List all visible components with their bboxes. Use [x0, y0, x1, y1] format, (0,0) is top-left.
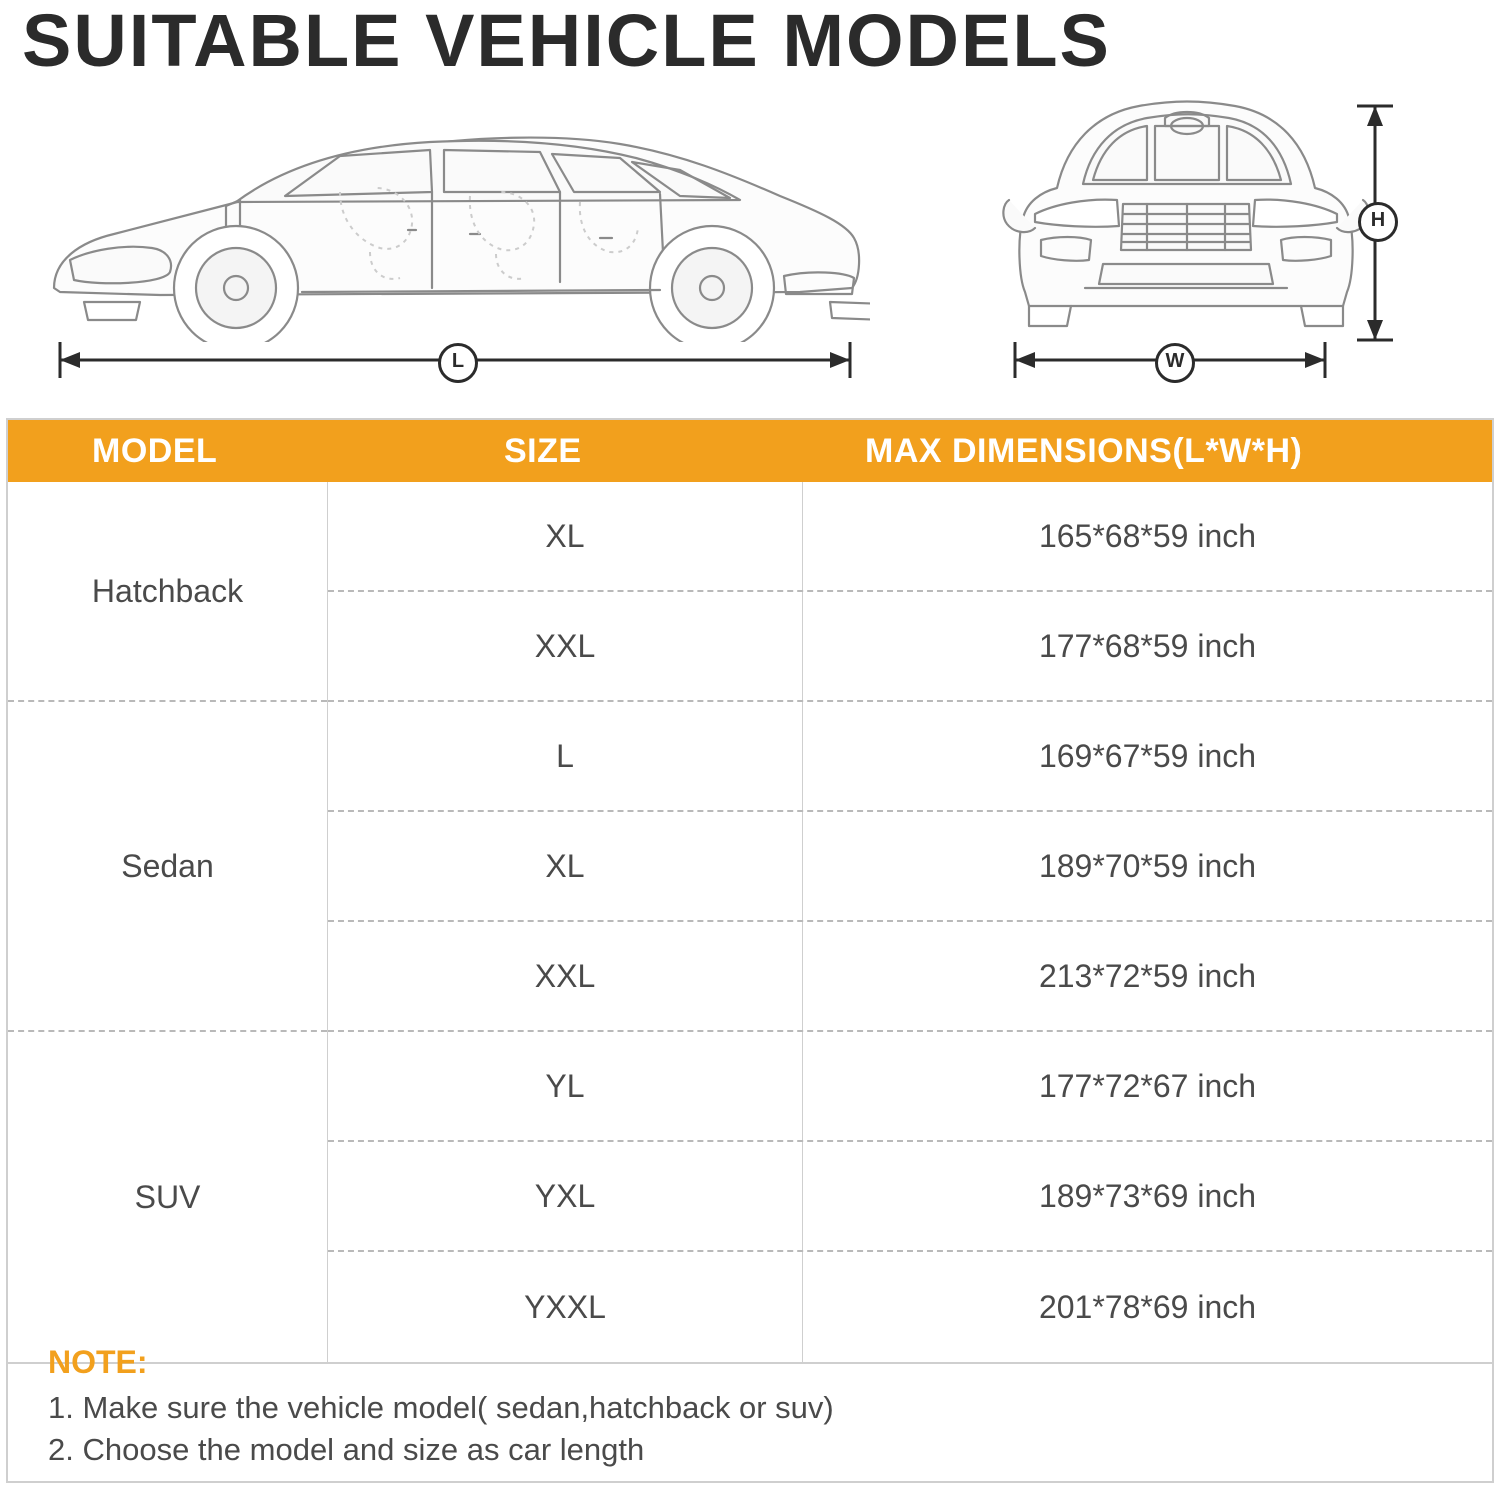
table-row [328, 592, 1492, 702]
table-row [328, 482, 1492, 592]
size-value: XL [328, 812, 803, 920]
size-table [6, 418, 1494, 1364]
height-label: H [1358, 202, 1398, 242]
size-value: L [328, 702, 803, 810]
sedan-front-view-icon [995, 92, 1375, 342]
page-title: SUITABLE VEHICLE MODELS [22, 0, 1111, 82]
size-value: XXL [328, 922, 803, 1030]
dimension-value: 165*68*59 inch [1038, 517, 1257, 554]
size-value: XXL [328, 592, 803, 700]
note-title: NOTE: [48, 1344, 148, 1380]
width-label: W [1155, 343, 1195, 383]
length-label: L [438, 343, 478, 383]
model-cell-hatchback: Hatchback [8, 482, 327, 702]
header-model: MODEL [92, 431, 218, 470]
dimension-value: 189*70*59 inch [1038, 847, 1257, 884]
header-dimensions: MAX DIMENSIONS(L*W*H) [865, 431, 1303, 470]
note-section [6, 1332, 1494, 1483]
vehicle-diagram [0, 92, 1500, 402]
model-column [8, 482, 328, 1362]
dimension-value: 169*67*59 inch [1038, 737, 1257, 774]
size-value: YL [328, 1032, 803, 1140]
table-row [328, 812, 1492, 922]
dimension-value: 189*73*69 inch [1038, 1177, 1257, 1214]
dimension-value: 177*72*67 inch [1038, 1067, 1257, 1104]
size-dimension-column [328, 482, 1492, 1362]
note-line-2: 2. Choose the model and size as car length [48, 1431, 645, 1467]
table-row [328, 702, 1492, 812]
model-cell-suv: SUV [134, 1178, 201, 1215]
sedan-side-view-icon [40, 92, 870, 342]
table-header-row [8, 420, 1492, 482]
table-row [328, 1032, 1492, 1142]
dimension-value: 201*78*69 inch [1038, 1288, 1257, 1325]
table-row [328, 1142, 1492, 1252]
dimension-value: 177*68*59 inch [1038, 627, 1257, 664]
dimension-value: 213*72*59 inch [1038, 957, 1257, 994]
header-size: SIZE [504, 431, 582, 470]
model-cell-sedan: Sedan [8, 702, 327, 1032]
size-value: XL [328, 482, 803, 590]
note-line-1: 1. Make sure the vehicle model( sedan,hatchback or suv) [48, 1390, 834, 1425]
table-row [328, 922, 1492, 1032]
table-body [8, 482, 1492, 1362]
size-value: YXL [328, 1142, 803, 1250]
size-value: YXXL [328, 1252, 803, 1362]
